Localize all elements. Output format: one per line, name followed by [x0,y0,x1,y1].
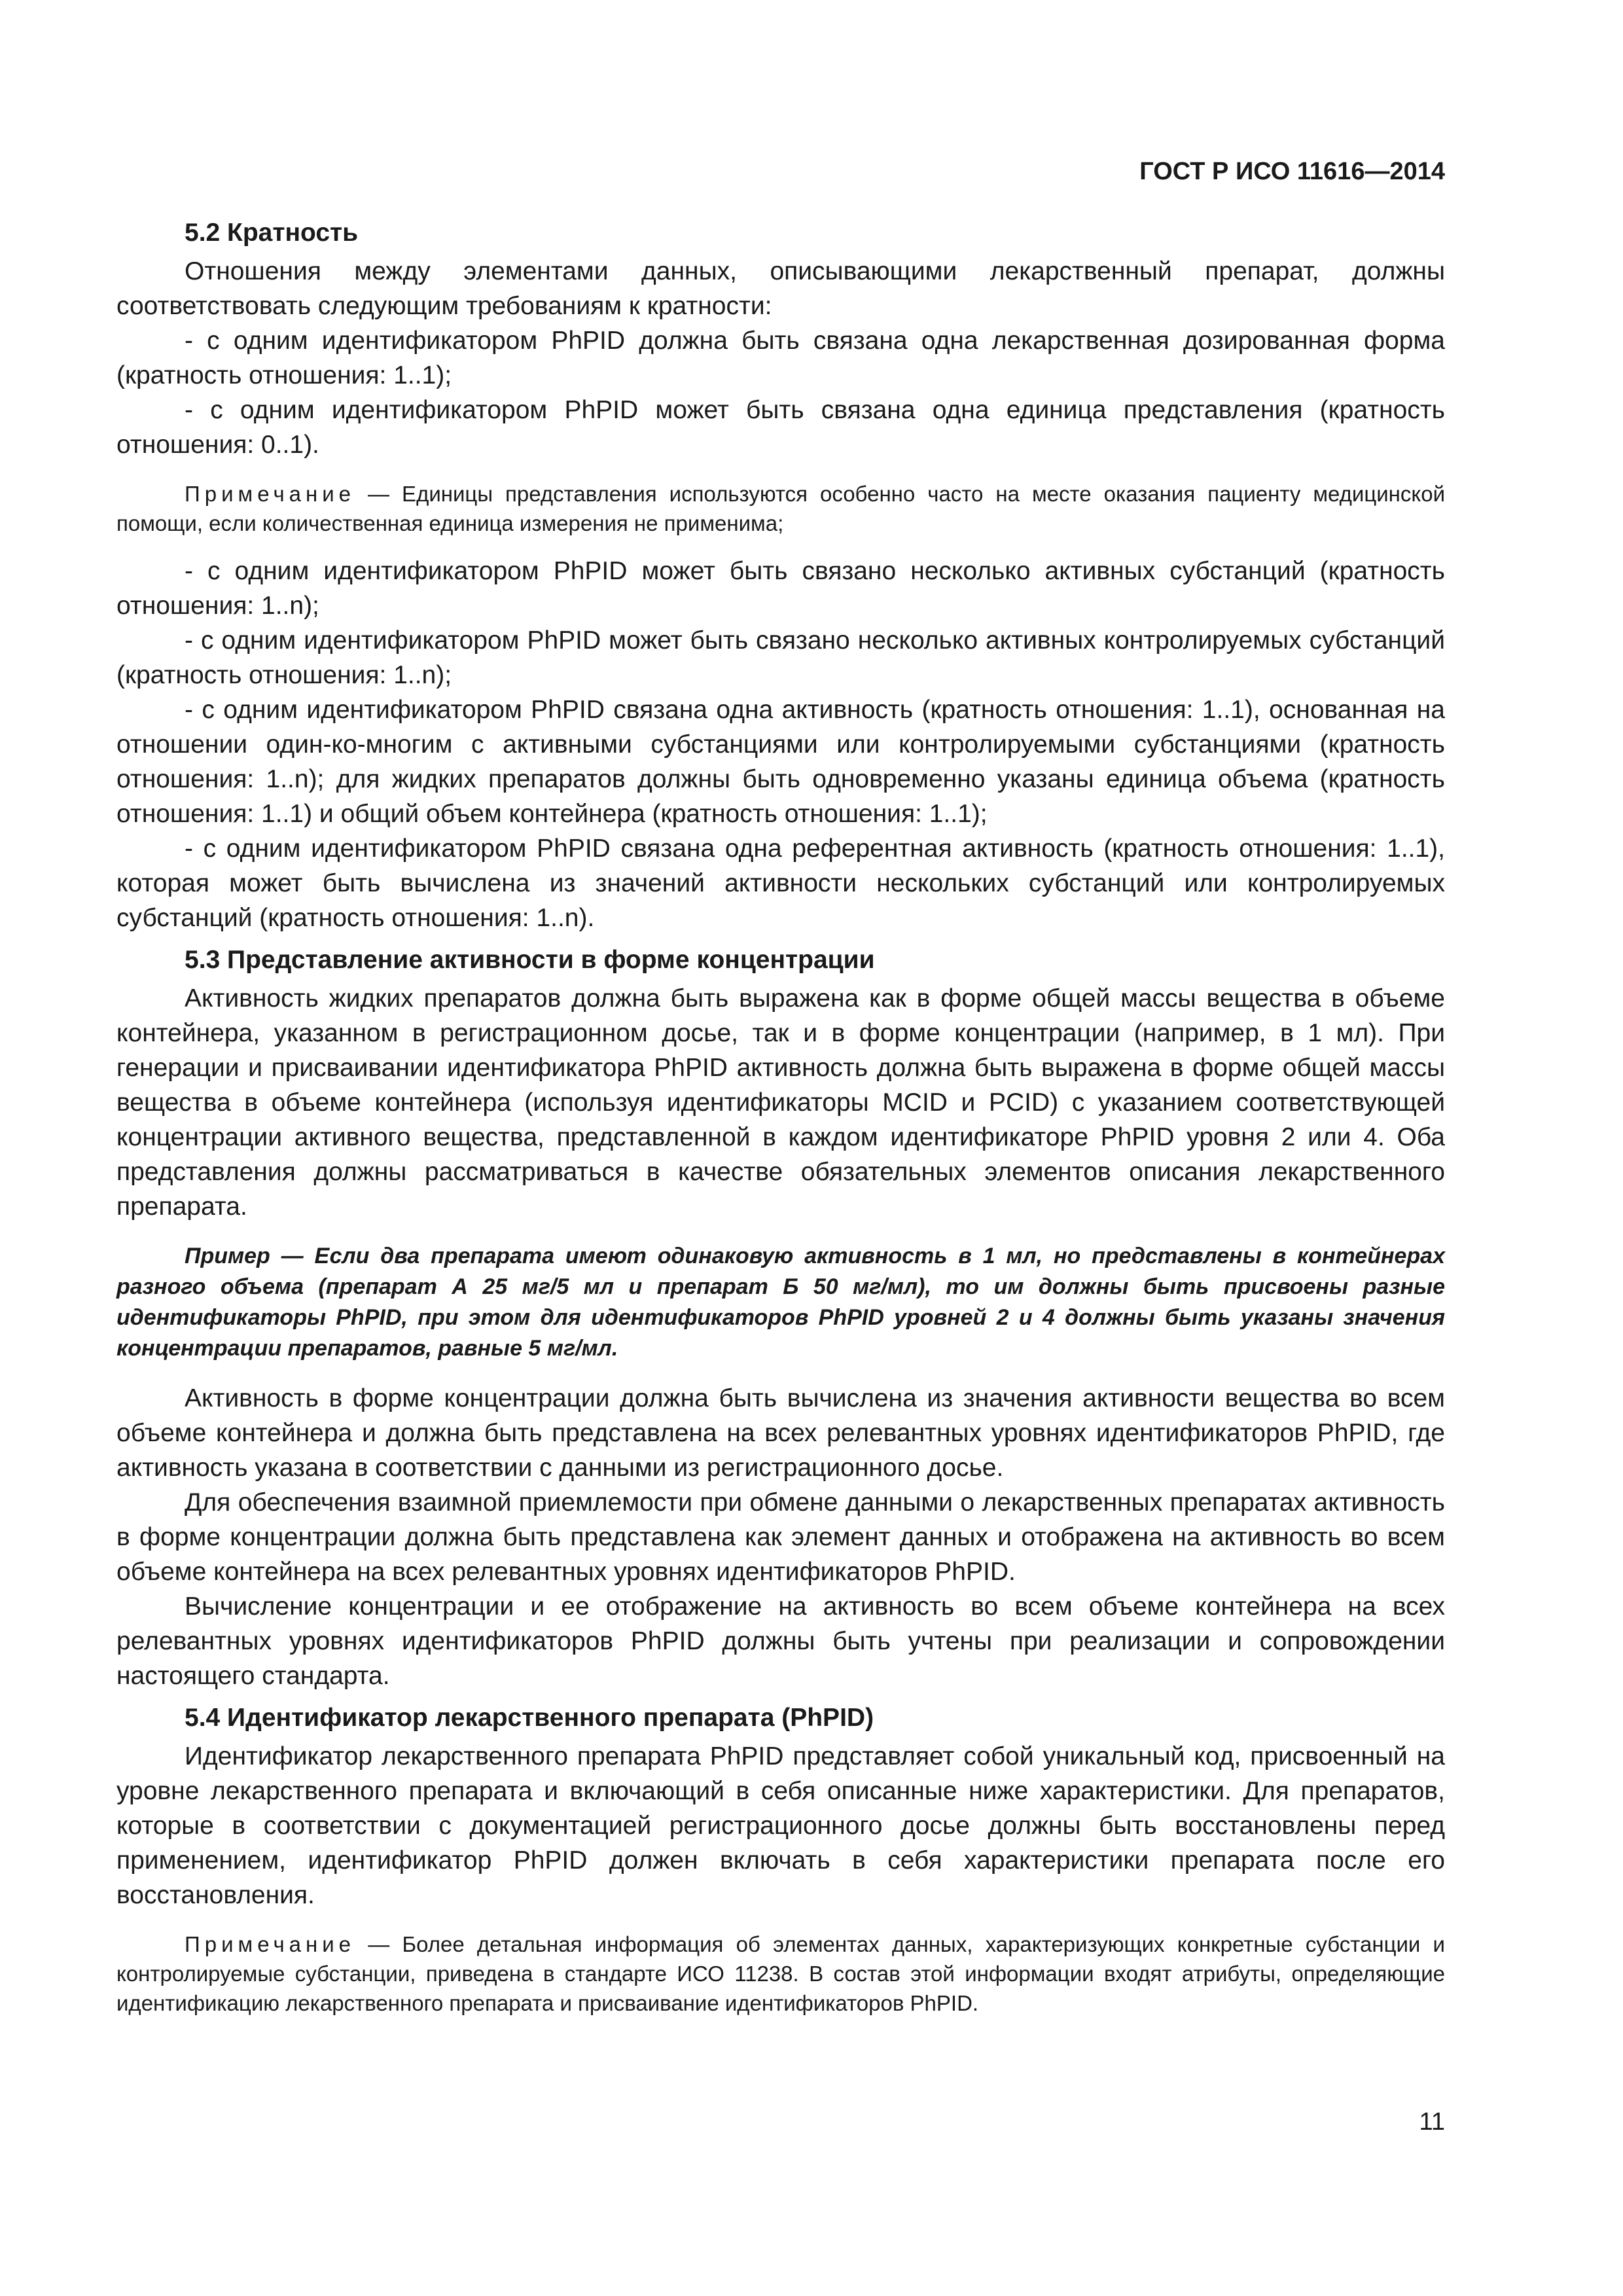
paragraph: Для обеспечения взаимной приемлемости при обмене данными о лекарственных препаратах активность в форме концентрации должна быть представлена как элемент данных и отображена на активность во всем объеме контейнера на всех релевантных уровнях идентификаторов PhPID. [116,1488,1445,1586]
list-item: - с одним идентификатором PhPID может быть связано несколько активных субстанций (кратность отношения: 1..n); [116,557,1445,620]
document-code-header: ГОСТ Р ИСО 11616—2014 [1139,158,1445,185]
page-number: 11 [1419,2108,1445,2136]
list-item: - с одним идентификатором PhPID может быть связано несколько активных контролируемых субстанций (кратность отношения: 1..n); [116,626,1445,689]
note [116,1929,1445,2018]
note-text: — Единицы представления используются особенно часто на месте оказания пациенту медицинской помощи, если количественная единица измерения не применима; [116,482,1445,535]
list-item: - с одним идентификатором PhPID связана одна активность (кратность отношения: 1..1), основанная на отношении один-ко-многим с активными субстанциями или контролируемыми субстанциями (кратность отношения: 1..n); для жидких препаратов должны быть одновременно указаны единица объема (кратность отношения: 1..1) и общий объем контейнера (кратность отношения: 1..1); [116,696,1445,828]
note-text: — Более детальная информация об элементах данных, характеризующих конкретные субстанции и контролируемые субстанции, приведена в стандарте ИСО 11238. В состав этой информации входят атрибуты, определяющие идентификацию лекарственного препарата и присваивание идентификаторов PhPID. [116,1932,1445,2015]
paragraph: Активность в форме концентрации должна быть вычислена из значения активности вещества во всем объеме контейнера и должна быть представлена на всех релевантных уровнях идентификаторов PhPID, где активность указана в соответствии с данными из регистрационного досье. [116,1384,1445,1482]
section-5-4 [116,1701,1445,2018]
list-item: - с одним идентификатором PhPID может быть связана одна единица представления (кратность отношения: 0..1). [116,396,1445,459]
note-label: Примечание [185,482,356,506]
list-item: - с одним идентификатором PhPID должна быть связана одна лекарственная дозированная форма (кратность отношения: 1..1); [116,327,1445,389]
paragraph: Отношения между элементами данных, описывающими лекарственный препарат, должны соответствовать следующим требованиям к кратности: [116,257,1445,320]
section-5-2 [116,216,1445,935]
paragraph: Идентификатор лекарственного препарата PhPID представляет собой уникальный код, присвоенный на уровне лекарственного препарата и включающий в себя описанные ниже характеристики. Для препаратов, которые в соответствии с документацией регистрационного досье должны быть восстановлены перед применением, идентификатор PhPID должен включать в себя характеристики препарата после его восстановления. [116,1742,1445,1909]
section-title-5-2: 5.2 Кратность [185,219,359,247]
page-content [116,156,1445,2034]
section-title-5-4: 5.4 Идентификатор лекарственного препарата (PhPID) [185,1704,874,1732]
paragraph: Активность жидких препаратов должна быть выражена как в форме общей массы вещества в объеме контейнера, указанном в регистрационном досье, так и в форме концентрации (например, в 1 мл). При генерации и присваивании идентификатора PhPID активность должна быть выражена в форме общей массы вещества в объеме контейнера (используя идентификаторы MCID и PCID) с указанием соответствующей концентрации активного вещества, представленной в каждом идентификаторе PhPID уровня 2 или 4. Оба представления должны рассматриваться в качестве обязательных элементов описания лекарственного препарата. [116,984,1445,1221]
list-item: - с одним идентификатором PhPID связана одна референтная активность (кратность отношения: 1..1), которая может быть вычислена из значений активности нескольких субстанций или контролируемых субстанций (кратность отношения: 1..n). [116,834,1445,932]
note [116,479,1445,538]
section-title-5-3: 5.3 Представление активности в форме концентрации [185,946,875,974]
section-5-3 [116,943,1445,1693]
example-block: Пример — Если два препарата имеют одинаковую активность в 1 мл, но представлены в контейнерах разного объема (препарат А 25 мг/5 мл и препарат Б 50 мг/мл), то им должны быть присвоены разные идентификаторы PhPID, при этом для идентификаторов PhPID уровней 2 и 4 должны быть указаны значения концентрации препаратов, равные 5 мг/мл. [116,1244,1445,1361]
paragraph: Вычисление концентрации и ее отображение на активность во всем объеме контейнера на всех релевантных уровнях идентификаторов PhPID должны быть учтены при реализации и сопровождении настоящего стандарта. [116,1592,1445,1690]
note-label: Примечание [185,1932,356,1956]
